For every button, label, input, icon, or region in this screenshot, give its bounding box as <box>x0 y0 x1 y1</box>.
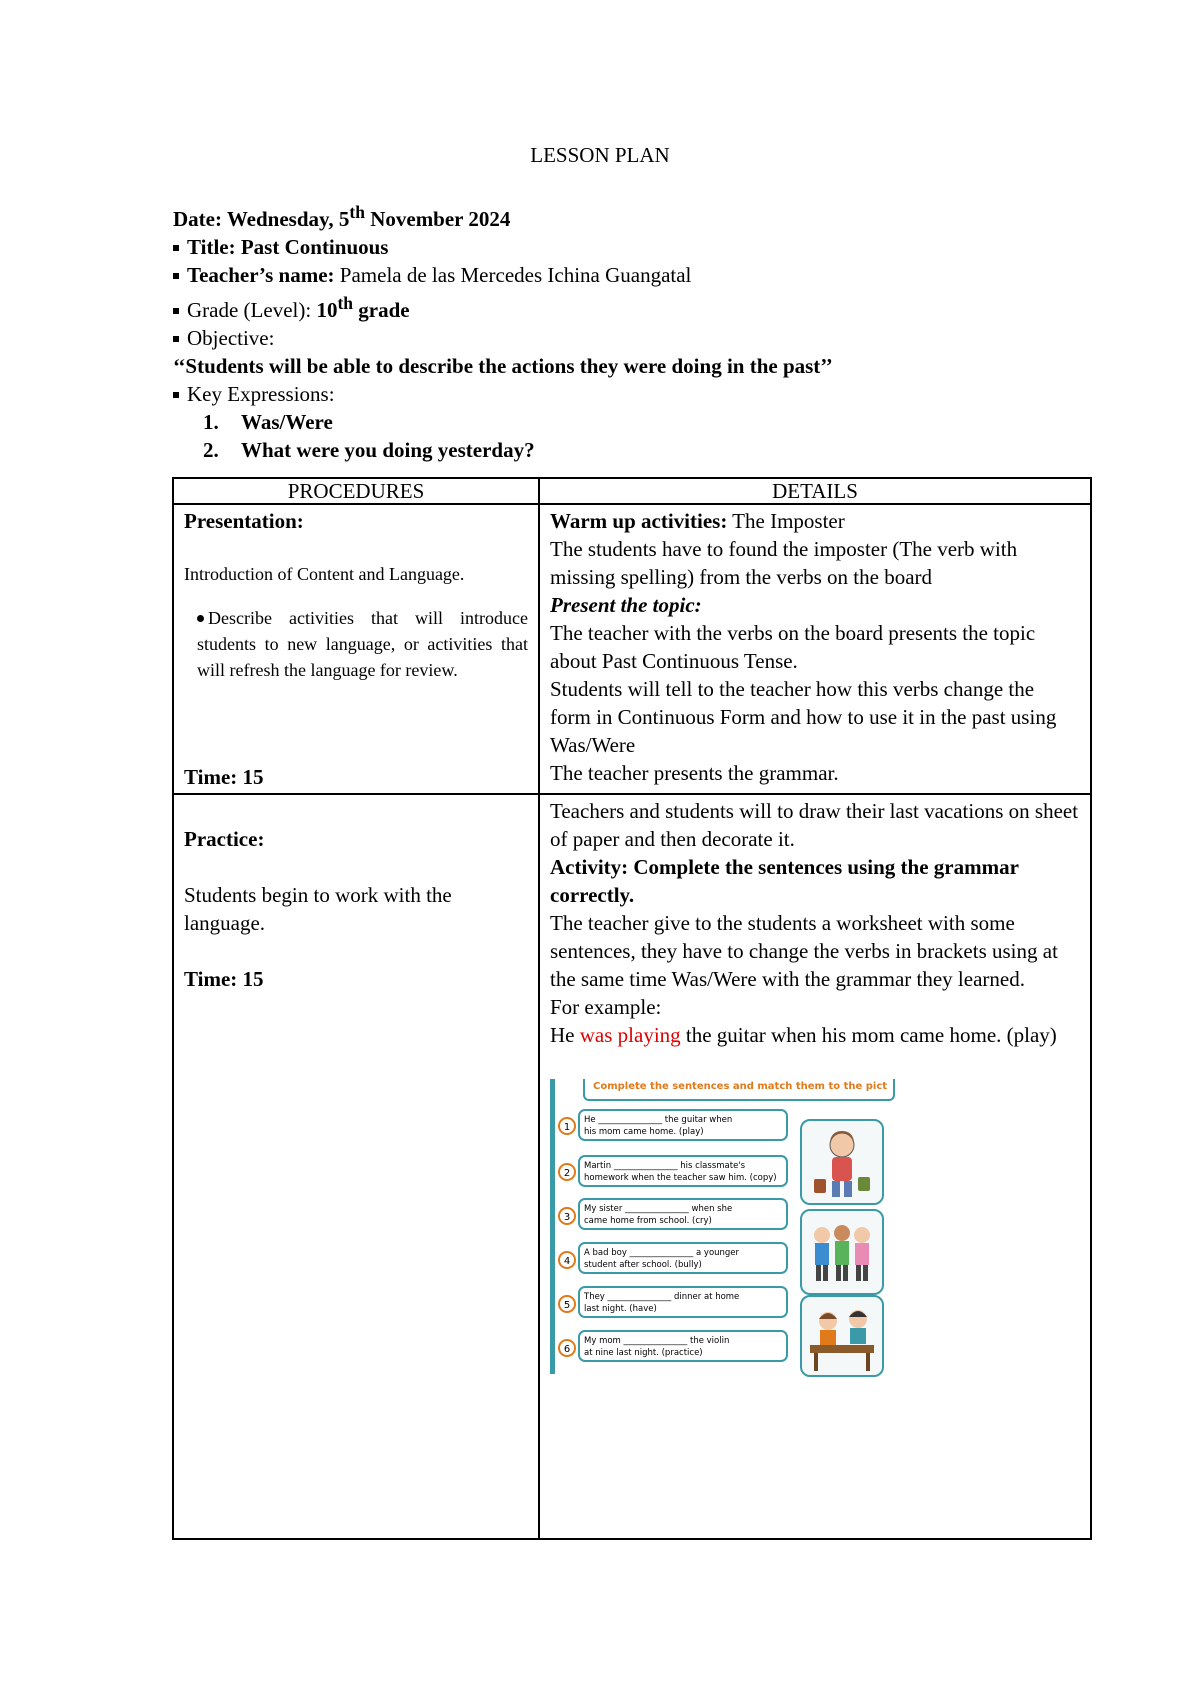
practice-procedure-cell <box>173 794 539 1539</box>
presentation-title: Presentation: <box>184 509 304 533</box>
title-line: Title: Past Continuous <box>173 233 833 261</box>
item-number-badge: 2 <box>558 1163 576 1181</box>
item-number-badge: 1 <box>558 1117 576 1135</box>
square-bullet-icon <box>173 261 187 289</box>
worksheet-item: He _______________ the guitar when his mom came home. (play) <box>578 1109 788 1141</box>
worksheet-item: They _______________ dinner at home last night. (have) <box>578 1286 788 1318</box>
date-line: Date: Wednesday, 5th November 2024 <box>173 202 511 231</box>
kids-group-illustration <box>800 1209 884 1295</box>
procedures-header: PROCEDURES <box>173 478 539 504</box>
example-sentence: He was playing the guitar when his mom came home. (play) <box>550 1023 1057 1047</box>
objective-label: Objective: <box>173 324 833 352</box>
details-header: DETAILS <box>539 478 1091 504</box>
worksheet-heading: Complete the sentences and match them to the pict <box>583 1079 895 1101</box>
table-header-row <box>173 478 1091 504</box>
present-topic-label: Present the topic: <box>550 593 702 617</box>
lesson-header <box>173 198 833 464</box>
practice-row <box>173 794 1091 1539</box>
item-number-badge: 3 <box>558 1207 576 1225</box>
document-title: LESSON PLAN <box>530 143 670 167</box>
worksheet-border <box>550 1079 555 1374</box>
square-bullet-icon <box>173 233 187 261</box>
grade-line: Grade (Level): 10th grade <box>173 289 833 324</box>
worksheet-item: My sister _______________ when she came home from school. (cry) <box>578 1198 788 1230</box>
practice-details-cell <box>539 794 1091 1539</box>
worksheet-item: Martin _______________ his classmate's homework when the teacher saw him. (copy) <box>578 1155 788 1187</box>
teacher-line: Teacher’s name: Pamela de las Mercedes Ichina Guangatal <box>173 261 833 289</box>
procedures-table <box>172 477 1092 1540</box>
key-expressions-label: Key Expressions: <box>173 380 833 408</box>
practice-title: Practice: <box>184 827 265 851</box>
objective-text: ‘‘Students will be able to describe the actions they were doing in the past’’ <box>173 354 833 378</box>
key-expression-item: 1. Was/Were <box>203 410 333 434</box>
presentation-time: Time: 15 <box>184 765 264 789</box>
key-expression-item: 2. What were you doing yesterday? <box>203 438 535 462</box>
kids-at-desk-illustration <box>800 1295 884 1377</box>
worksheet-image <box>550 1079 888 1374</box>
crying-girl-illustration <box>800 1119 884 1205</box>
grammar-text: The teacher presents the grammar. <box>550 761 839 785</box>
worksheet-item: My mom _______________ the violin at nine last night. (practice) <box>578 1330 788 1362</box>
presentation-procedure-cell <box>173 504 539 794</box>
presentation-row <box>173 504 1091 794</box>
item-number-badge: 6 <box>558 1339 576 1357</box>
warmup-line: Warm up activities: The Imposter <box>550 509 845 533</box>
round-bullet-icon <box>197 608 208 628</box>
worksheet-item: A bad boy _______________ a younger student after school. (bully) <box>578 1242 788 1274</box>
practice-description: Students begin to work with the language. <box>184 883 452 935</box>
worksheet-instructions: The teacher give to the students a worksheet with some sentences, they have to change the verbs in brackets using at the same time Was/Were with the grammar they learned. <box>550 911 1058 991</box>
square-bullet-icon <box>173 380 187 408</box>
presentation-bullet: Describe activities that will introduce students to new language, or activities that will refresh the language for review. <box>197 608 528 680</box>
item-number-badge: 4 <box>558 1251 576 1269</box>
presentation-details-cell <box>539 504 1091 794</box>
draw-activity-text: Teachers and students will to draw their last vacations on sheet of paper and then decorate it. <box>550 799 1079 851</box>
square-bullet-icon <box>173 324 187 352</box>
example-label: For example: <box>550 995 662 1019</box>
practice-time: Time: 15 <box>184 967 264 991</box>
presentation-intro: Introduction of Content and Language. <box>184 564 465 584</box>
warmup-text: The students have to found the imposter (The verb with missing spelling) from the verbs on the board <box>550 537 1018 589</box>
present-topic-text: The teacher with the verbs on the board presents the topic about Past Continuous Tense. <box>550 621 1036 673</box>
activity-title: Activity: Complete the sentences using the grammar correctly. <box>550 855 1019 907</box>
students-tell-text: Students will tell to the teacher how this verbs change the form in Continuous Form and how to use it in the past using Was/Were <box>550 677 1057 757</box>
square-bullet-icon <box>173 296 187 324</box>
item-number-badge: 5 <box>558 1295 576 1313</box>
